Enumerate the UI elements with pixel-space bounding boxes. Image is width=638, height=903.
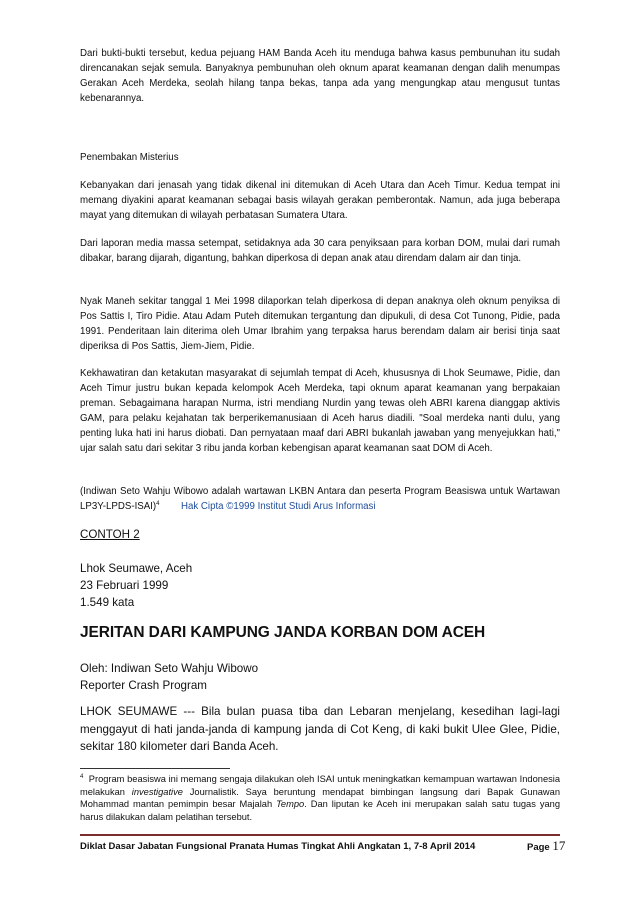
paragraph-torture-methods: Dari laporan media massa setempat, setidaknya ada 30 cara penyiksaan para korban DOM, mulai dari rumah dibakar, barang dijarah, digantung, bahkan diperkosa di depan anak atau direndam dalam air dan tinja. xyxy=(80,238,560,264)
author-note xyxy=(80,484,560,514)
example-label: CONTOH 2 xyxy=(80,528,140,541)
footnote-number: 4 xyxy=(80,773,84,780)
page-number-value: 17 xyxy=(552,838,566,853)
page-number xyxy=(527,838,565,854)
footnote-text-c: . Dan liputan ke Aceh ini merupakan salah satu tugas yang harus dilakukan dalam pelatihan tersebut. xyxy=(80,799,560,822)
page-label: Page xyxy=(527,842,550,853)
footnote-emphasis-tempo: Tempo xyxy=(276,799,305,810)
word-count: 1.549 kata xyxy=(80,596,135,609)
footnote-emphasis-investigative: investigative xyxy=(131,786,183,797)
article-title: JERITAN DARI KAMPUNG JANDA KORBAN DOM ACEH xyxy=(80,624,486,641)
article-lead: LHOK SEUMAWE --- Bila bulan puasa tiba dan Lebaran menjelang, kesedihan lagi-lagi menggayut di hati janda-janda di kampung janda di Cot Keng, di kaki bukit Ulee Glee, Pidie, sekitar 180 kilometer dari Banda Aceh. xyxy=(80,705,560,753)
subheading: Penembakan Misterius xyxy=(80,152,179,163)
dateline-date: 23 Februari 1999 xyxy=(80,579,169,592)
author-note-text: (Indiwan Seto Wahju Wibowo adalah wartawan LKBN Antara dan peserta Program Beasiswa untuk Wartawan LP3Y-LPDS-ISAI) xyxy=(80,486,560,512)
footnote-text-a: Program beasiswa ini memang sengaja dilakukan oleh ISAI untuk meningkatkan kemampuan wartawan Indonesia melakukan xyxy=(80,774,560,797)
paragraph-bodies: Kebanyakan dari jenasah yang tidak dikenal ini ditemukan di Aceh Utara dan Aceh Timur. Kedua tempat ini memang diyakini aparat keamanan sebagai basis wilayah gerakan pemberontak. Namun, ada juga beberapa mayat yang ditemukan di wilayah perbatasan Sumatera Utara. xyxy=(80,180,560,221)
footnote xyxy=(80,773,560,823)
dateline-place: Lhok Seumawe, Aceh xyxy=(80,562,193,575)
footnote-text-b: Journalistik. Saya beruntung mendapat bimbingan langsung dari Bapak Gunawan Mohammad mantan pemimpin besar Majalah xyxy=(80,786,560,810)
paragraph-evidence: Dari bukti-bukti tersebut, kedua pejuang HAM Banda Aceh itu menduga bahwa kasus pembunuhan itu sudah direncanakan sejak semula. Banyaknya pembunuhan oleh oknum aparat keamanan dengan dalih menumpas Gerakan Aceh Merdeka, seolah hilang tanpa bekas, tanpa ada yang mengungkap atau mengusut tuntas kebenarannya. xyxy=(80,48,560,104)
reporter-role: Reporter Crash Program xyxy=(80,679,207,692)
footer-rule xyxy=(80,834,560,836)
copyright-credit: Hak Cipta ©1999 Institut Studi Arus Informasi xyxy=(181,501,376,512)
byline: Oleh: Indiwan Seto Wahju Wibowo xyxy=(80,662,259,675)
footer-course-title: Diklat Dasar Jabatan Fungsional Pranata Humas Tingkat Ahli Angkatan 1, 7-8 April 2014 xyxy=(80,841,476,852)
paragraph-victims: Nyak Maneh sekitar tanggal 1 Mei 1998 dilaporkan telah diperkosa di depan anaknya oleh oknum penyiksa di Pos Sattis I, Tiro Pidie. Atau Adam Puteh ditemukan tergantung dan dipukuli, di desa Cot Tunong, Pidie, pada 1991. Penderitaan lain diterima oleh Umar Ibrahim yang terpaksa harus berendam dalam air berisi tinja saat diperiksa di Pos Sattis, Jiem-Jiem, Pidie. xyxy=(80,296,560,352)
paragraph-fear: Kekhawatiran dan ketakutan masyarakat di sejumlah tempat di Aceh, khususnya di Lhok Seumawe, Pidie, dan Aceh Timur justru bukan kepada kelompok Aceh Merdeka, tapi oknum aparat keamanan yang berpakaian preman. Sebagaimana harapan Nurma, istri mendiang Nurdin yang tewas oleh ABRI karena dianggap aktivis GAM, para pelaku kejahatan tak berperikemanusiaan di Aceh harus diadili. "Soal merdeka nanti dulu, yang penting luka hati ini harus diobati. Dan pernyataan maaf dari ABRI bukanlah jawaban yang menyejukkan hati," ujar salah satu dari sekitar 3 ribu janda korban kebengisan aparat keamanan saat DOM di Aceh. xyxy=(80,368,560,454)
footnote-divider xyxy=(80,768,230,769)
footnote-ref[interactable]: 4 xyxy=(156,500,160,507)
